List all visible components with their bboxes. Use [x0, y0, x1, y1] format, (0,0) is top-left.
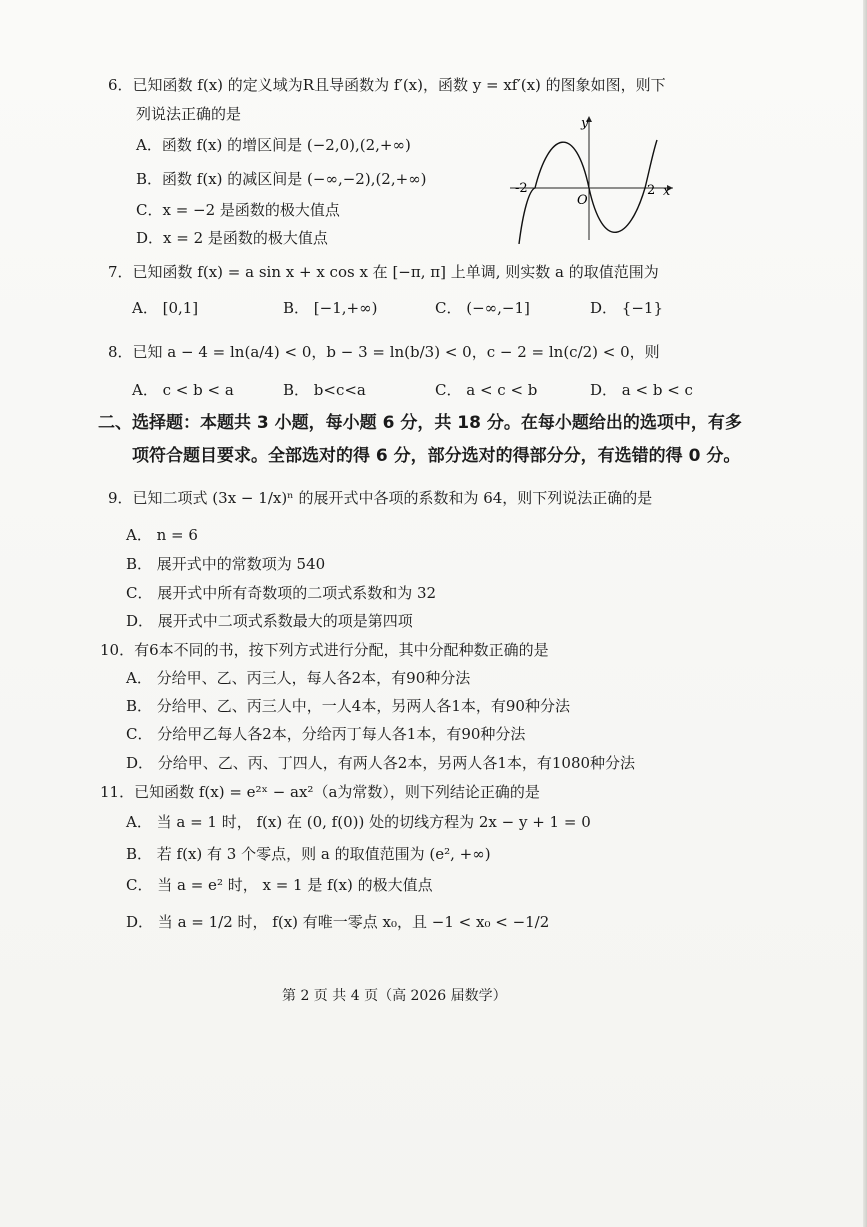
q7-option-b: B． [−1,+∞) — [283, 299, 378, 317]
q6-option-a: A．函数 f(x) 的增区间是 (−2,0),(2,+∞) — [136, 136, 411, 154]
q10-option-a: A． 分给甲、乙、丙三人，每人各2本，有90种分法 — [126, 669, 471, 687]
q6-stem-line2: 列说法正确的是 — [136, 105, 242, 123]
q11-option-c: C． 当 a = e² 时， x = 1 是 f(x) 的极大值点 — [126, 876, 433, 894]
q9-option-d: D． 展开式中二项式系数最大的项是第四项 — [126, 612, 413, 630]
q6-option-c: C．x = −2 是函数的极大值点 — [136, 201, 340, 219]
q11-stem: 11．已知函数 f(x) = e²ˣ − ax²（a为常数），则下列结论正确的是 — [100, 783, 540, 801]
q6-option-d: D．x = 2 是函数的极大值点 — [136, 229, 328, 247]
q8-stem: 8．已知 a − 4 = ln(a/4) < 0，b − 3 = ln(b/3) < 0，c − 2 = ln(c/2) < 0，则 — [108, 343, 660, 361]
label-origin: O — [577, 193, 588, 208]
q8-option-b: B． b<c<a — [283, 381, 366, 399]
q11-option-d: D． 当 a = 1/2 时， f(x) 有唯一零点 x₀，且 −1 < x₀ < −1/2 — [126, 913, 550, 931]
q6-option-b: B．函数 f(x) 的减区间是 (−∞,−2),(2,+∞) — [136, 170, 427, 188]
q6-stem-line1: 6．已知函数 f(x) 的定义域为R且导函数为 f′(x)，函数 y = xf′(x) 的图象如图，则下 — [108, 76, 666, 94]
q8-option-d: D． a < b < c — [590, 381, 693, 399]
label-neg2: -2 — [515, 181, 528, 196]
label-x: x — [663, 184, 671, 199]
q9-option-a: A． n = 6 — [126, 526, 198, 544]
q9-option-c: C． 展开式中所有奇数项的二项式系数和为 32 — [126, 584, 437, 602]
page-footer: 第 2 页 共 4 页（高 2026 届数学） — [282, 988, 507, 1004]
q9-option-b: B． 展开式中的常数项为 540 — [126, 555, 326, 573]
q7-stem: 7．已知函数 f(x) = a sin x + x cos x 在 [−π, π] 上单调, 则实数 a 的取值范围为 — [108, 263, 659, 281]
scan-edge — [863, 0, 867, 1227]
label-pos2: 2 — [647, 183, 656, 198]
q6-function-graph — [505, 112, 680, 244]
q10-option-c: C． 分给甲乙每人各2本，分给丙丁每人各1本，有90种分法 — [126, 725, 526, 743]
q11-option-b: B． 若 f(x) 有 3 个零点，则 a 的取值范围为 (e², +∞) — [126, 845, 491, 863]
q9-stem: 9．已知二项式 (3x − 1/x)ⁿ 的展开式中各项的系数和为 64，则下列说法正确的是 — [108, 489, 653, 507]
q11-option-a: A． 当 a = 1 时， f(x) 在 (0, f(0)) 处的切线方程为 2x − y + 1 = 0 — [126, 813, 591, 831]
q7-option-c: C． (−∞,−1] — [435, 299, 530, 317]
q8-option-a: A． c < b < a — [132, 381, 234, 399]
q7-option-d: D． {−1} — [590, 299, 663, 317]
q10-option-b: B． 分给甲、乙、丙三人中，一人4本，另两人各1本，有90种分法 — [126, 697, 570, 715]
q7-option-a: A． [0,1] — [132, 299, 199, 317]
function-curve — [519, 140, 657, 244]
q10-option-d: D． 分给甲、乙、丙、丁四人，有两人各2本，另两人各1本，有1080种分法 — [126, 754, 636, 772]
label-y: y — [581, 116, 589, 131]
q10-stem: 10．有6本不同的书，按下列方式进行分配，其中分配种数正确的是 — [100, 641, 549, 659]
section-2-heading-line1: 二、选择题：本题共 3 小题，每小题 6 分，共 18 分。在每小题给出的选项中，有多 — [98, 413, 742, 433]
q8-option-c: C． a < c < b — [435, 381, 538, 399]
section-2-heading-line2: 项符合题目要求。全部选对的得 6 分，部分选对的得部分分，有选错的得 0 分。 — [132, 446, 741, 466]
